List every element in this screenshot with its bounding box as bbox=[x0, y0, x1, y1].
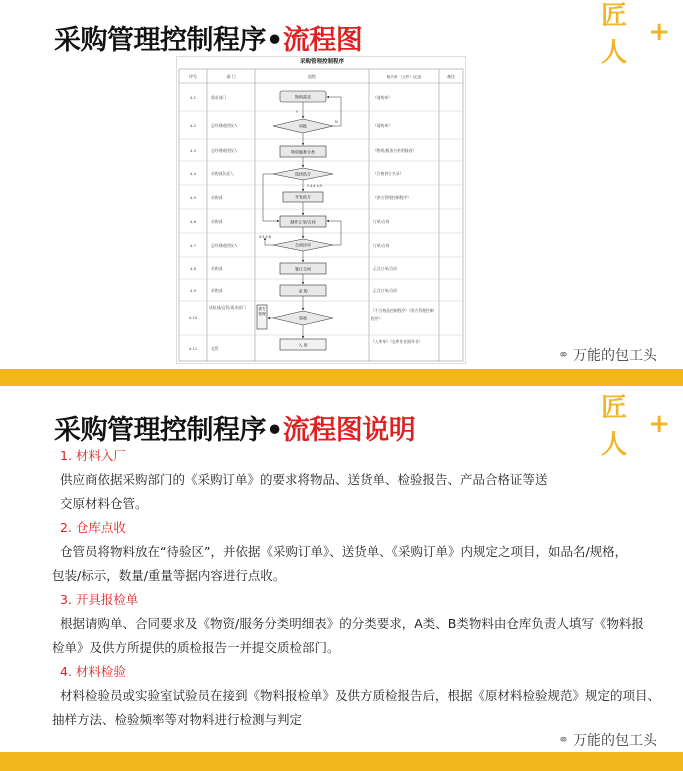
row-dept: 采购部 bbox=[211, 219, 223, 224]
row-no: 4.10 bbox=[188, 315, 198, 320]
row-record: 《不合格品控制程序》《供方管理控制程序》 bbox=[371, 308, 434, 321]
doc-header-remark: 备注 bbox=[447, 74, 455, 79]
section-heading: 4. 材料检验 bbox=[60, 664, 126, 679]
row-no: 4.2 bbox=[189, 123, 197, 128]
row-record: 《物资/服务分类明细表》 bbox=[373, 148, 417, 153]
slide1-title bbox=[54, 18, 362, 57]
row-record: 正式订单/合同 bbox=[373, 266, 398, 271]
section-line: 检单》及供方所提供的质检报告一并提交质检部门。 bbox=[52, 640, 340, 655]
brand-logo-text: 匠人 bbox=[601, 393, 627, 460]
row-record: 《入库单》《仓库作业指导书》 bbox=[371, 339, 423, 344]
node-label: 物料需求 bbox=[295, 94, 311, 100]
row-record: 《请购单》 bbox=[373, 95, 392, 100]
node-label: 选择供方 bbox=[295, 171, 311, 177]
node-label: 验收 bbox=[299, 315, 307, 321]
row-dept: 采购部 bbox=[211, 195, 223, 200]
slide1-title-main: 采购管理控制程序• bbox=[54, 25, 283, 56]
row-no: 4.1 bbox=[189, 95, 197, 100]
section-line: 包装/标示，数量/重量等据内容进行点收。 bbox=[52, 568, 286, 583]
row-dept: 质检部/仓管/需求部门 bbox=[209, 305, 246, 310]
slide2-title-main: 采购管理控制程序• bbox=[54, 415, 283, 446]
doc-heading: 采购管理控制程序 bbox=[299, 59, 345, 65]
brand-logo-plus: + bbox=[648, 17, 669, 47]
section-line: 根据请购单、合同要求及《物资/服务分类明细表》的分类要求，A类、B类物料由仓库负责人填写《物料报 bbox=[60, 616, 644, 631]
row-record: 订单/合同 bbox=[373, 219, 390, 224]
row-no: 4.7 bbox=[189, 243, 197, 248]
brand-logo bbox=[601, 393, 669, 460]
row-dept: 总经理或授权人 bbox=[211, 243, 238, 248]
row-no: 4.4 bbox=[189, 171, 197, 176]
node-label: 审批 bbox=[299, 123, 307, 129]
node-label: 采 购 bbox=[298, 288, 308, 294]
section-line: 抽样方法、检验频率等对物料进行检测与判定 bbox=[52, 712, 303, 727]
row-dept: 仓管 bbox=[211, 346, 219, 351]
wechat-icon: ⚭ bbox=[558, 732, 569, 748]
row-no: 4.8 bbox=[189, 266, 197, 271]
wechat-icon: ⚭ bbox=[558, 347, 569, 363]
brand-logo-plus: + bbox=[648, 409, 669, 439]
section-line: 供应商依据采购部门的《采购订单》的要求将物品、送货单、检验报告、产品合格证等送 bbox=[60, 472, 548, 487]
section-heading: 2. 仓库点收 bbox=[60, 520, 126, 535]
row-record: 正式订单/合同 bbox=[373, 288, 398, 293]
footer-bar bbox=[0, 369, 683, 386]
row-dept: 需求部门 bbox=[211, 95, 227, 100]
brand-logo bbox=[601, 1, 669, 68]
row-no: 4.6 bbox=[189, 219, 197, 224]
watermark-text: 万能的包工头 bbox=[573, 348, 657, 364]
footer-bar bbox=[0, 752, 683, 771]
watermark bbox=[558, 730, 657, 750]
node-label: 制作订单/合同 bbox=[290, 219, 316, 225]
row-dept: 采购部负责人 bbox=[211, 171, 234, 176]
row-record: 《请购单》 bbox=[373, 123, 392, 128]
row-dept: 采购部 bbox=[211, 266, 223, 271]
explanation-content bbox=[52, 444, 672, 732]
node-label: 合同评审 bbox=[295, 242, 311, 248]
section-heading: 3. 开具报检单 bbox=[60, 592, 139, 607]
row-dept: 总经理或授权人 bbox=[211, 148, 238, 153]
row-no: 4.9 bbox=[189, 288, 197, 293]
doc-header-flow: 流程 bbox=[308, 74, 316, 79]
watermark bbox=[558, 345, 657, 365]
watermark-text: 万能的包工头 bbox=[573, 733, 657, 749]
flow-label-n2: 4.5 4.6 bbox=[259, 235, 271, 239]
doc-header-no: 序号 bbox=[189, 74, 197, 79]
doc-header-records: 相关单 （文件）/记录 bbox=[386, 75, 422, 79]
flowchart-svg bbox=[177, 57, 467, 365]
row-dept: 采购部 bbox=[211, 288, 223, 293]
row-record: 《合格供方名录》 bbox=[373, 171, 404, 176]
row-no: 4.3 bbox=[189, 148, 197, 153]
node-label: 入 库 bbox=[298, 342, 308, 348]
slide-flow-explanation bbox=[0, 392, 683, 771]
row-dept: 总经理或授权人 bbox=[211, 123, 238, 128]
section-heading: 1. 材料入厂 bbox=[60, 448, 126, 463]
brand-logo-text: 匠人 bbox=[601, 1, 627, 68]
slide2-title bbox=[54, 408, 415, 447]
row-no: 4.11 bbox=[188, 346, 198, 351]
row-record: 《供方管理控制程序》 bbox=[373, 195, 411, 200]
row-record: 订单/合同 bbox=[373, 243, 390, 248]
section-line: 材料检验员或实验室试验员在接到《物料报检单》及供方质检报告后，根据《原材料检验规范》规定的项目、 bbox=[60, 688, 661, 703]
node-label: 开发供方 bbox=[295, 194, 311, 200]
node-label: 签订合同 bbox=[295, 266, 311, 272]
side-box-label: 供方管理 bbox=[258, 307, 266, 316]
section-line: 仓管员将物料放在“待验区”，并依据《采购订单》、送货单、《采购订单》内规定之项目，如品名/规格， bbox=[60, 544, 628, 559]
flowchart-document bbox=[176, 56, 466, 364]
node-label: 物资服务分类 bbox=[291, 149, 315, 155]
slide2-title-highlight: 流程图说明 bbox=[282, 415, 416, 446]
section-line: 交原材料仓管。 bbox=[60, 496, 148, 511]
flow-label-y2: Y 4.4 4.5 bbox=[307, 184, 323, 188]
row-no: 4.5 bbox=[189, 195, 197, 200]
slide1-title-highlight: 流程图 bbox=[282, 25, 363, 56]
flow-label-y: Y bbox=[296, 110, 299, 114]
doc-header-dept: 部 门 bbox=[226, 74, 236, 79]
flow-label-n: N bbox=[335, 120, 338, 124]
